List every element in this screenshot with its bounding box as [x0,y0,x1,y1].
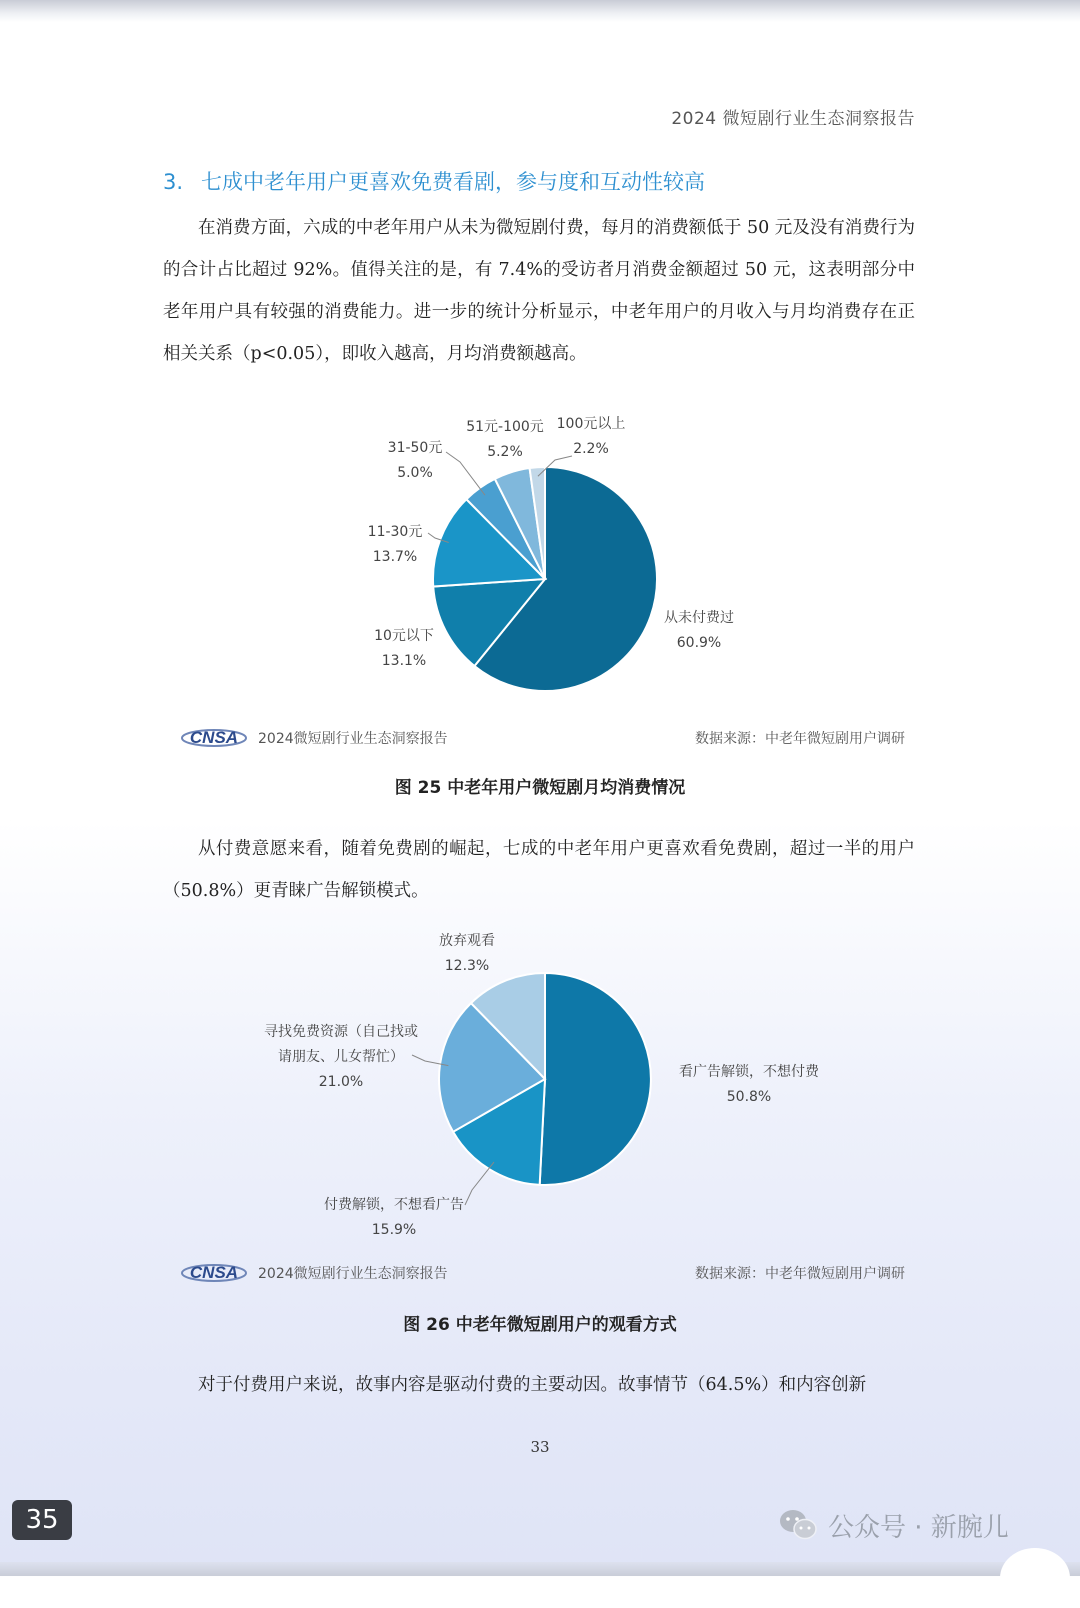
corner-overlay [1000,1548,1070,1608]
slice-label: 寻找免费资源（自己找或 [264,1024,418,1040]
slice-label: 请朋友、儿女帮忙） [278,1049,404,1065]
chart-data-source: 数据来源：中老年微短剧用户调研 [695,731,905,747]
slice-label: 付费解锁，不想看广告 [324,1197,464,1213]
chart-source-row-2 [180,1261,905,1285]
figure-caption-26: 图 26 中老年微短剧用户的观看方式 [403,1315,677,1335]
cnsa-logo-icon [180,1261,248,1283]
slice-value-label: 15.9% [371,1222,417,1238]
cnsa-logo-icon [180,726,248,748]
chart-source-row-1 [180,726,905,750]
slice-value-label: 2.2% [573,441,609,457]
pie-chart-monthly-spend-svg [0,400,1080,720]
slice-label: 11-30元 [367,524,423,540]
section-number: 3. [163,170,184,194]
page-counter-badge[interactable]: 35 [12,1500,72,1540]
bottom-shadow-bar [0,1562,1080,1576]
slice-label: 从未付费过 [664,610,734,626]
slice-label: 放弃观看 [439,933,495,949]
slice-label: 100元以上 [556,416,626,432]
paragraph-consumption: 在消费方面，六成的中老年用户从未为微短剧付费，每月的消费额低于 50 元及没有消费行为的合计占比超过 92%。值得关注的是，有 7.4%的受访者月消费金额超过 50 元，这表明部分中老年用户具有较强的消费能力。进一步的统计分析显示，中老年用户的月收入与月均消费存在正相关关系（p<0.05），即收入越高，月均消费额越高。 [163,218,915,364]
slice-label: 看广告解锁，不想付费 [679,1064,819,1080]
watermark-text: 公众号 · 新腕儿 [828,1512,1009,1543]
slice-value-label: 60.9% [676,635,722,651]
chart-report-name: 2024微短剧行业生态洞察报告 [258,1266,448,1282]
slice-label: 10元以下 [374,628,434,644]
slice-value-label: 21.0% [318,1074,364,1090]
pie-chart-viewing-method [0,920,1080,1250]
pie-slice [540,973,651,1185]
slice-label: 51元-100元 [466,419,544,435]
page-number: 33 [530,1438,550,1456]
slice-value-label: 12.3% [444,958,490,974]
pie-chart-viewing-method-svg [0,920,1080,1250]
paragraph-paying-users: 对于付费用户来说，故事内容是驱动付费的主要动因。故事情节（64.5%）和内容创新 [198,1375,867,1395]
slice-value-label: 13.1% [381,653,427,669]
slice-value-label: 5.0% [397,465,433,481]
section-heading [163,166,705,196]
pie-chart-monthly-spend [0,400,1080,720]
slice-value-label: 50.8% [726,1089,772,1105]
wechat-watermark [778,1505,1009,1545]
slice-value-label: 5.2% [487,444,523,460]
section-title: 七成中老年用户更喜欢免费看剧，参与度和互动性较高 [201,170,706,194]
chart-report-name: 2024微短剧行业生态洞察报告 [258,731,448,747]
chart-data-source: 数据来源：中老年微短剧用户调研 [695,1266,905,1282]
paragraph-payment-willingness: 从付费意愿来看，随着免费剧的崛起，七成的中老年用户更喜欢看免费剧，超过一半的用户（50.8%）更青睐广告解锁模式。 [163,839,915,901]
slice-value-label: 13.7% [372,549,418,565]
report-header-title: 2024 微短剧行业生态洞察报告 [671,109,915,129]
figure-caption-25: 图 25 中老年用户微短剧月均消费情况 [394,778,686,798]
cnsa-logo-text: CNSA [189,1263,239,1282]
wechat-icon [778,1508,818,1542]
slice-label: 31-50元 [387,440,443,456]
top-shadow-bar [0,0,1080,22]
cnsa-logo-text: CNSA [189,728,239,747]
